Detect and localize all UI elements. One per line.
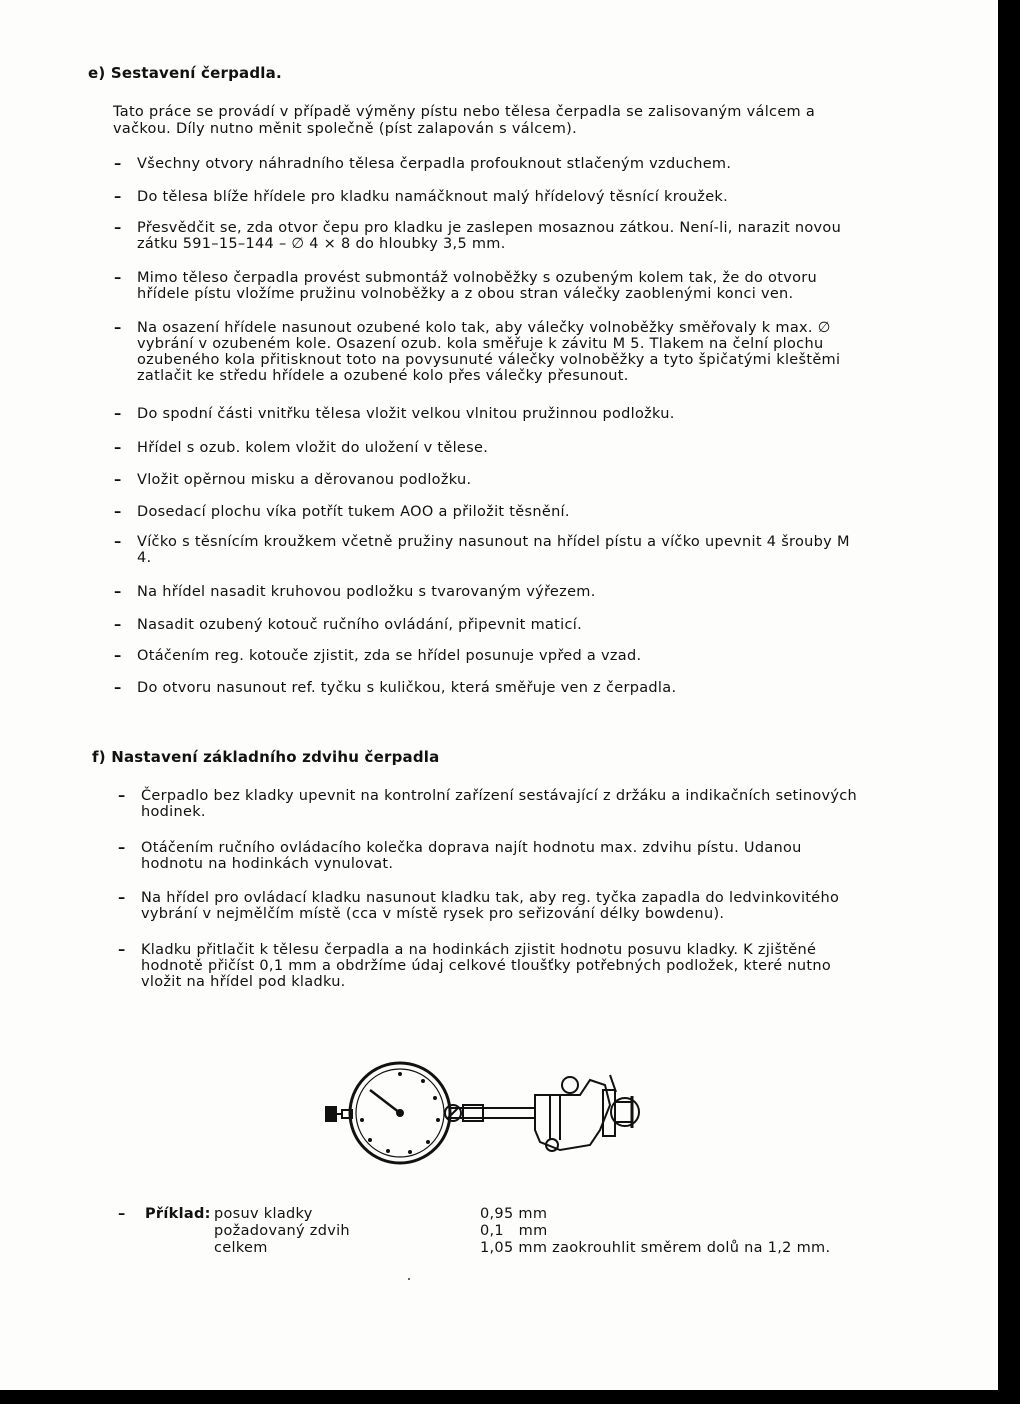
bullet-dash: – <box>114 270 122 286</box>
list-item: – Otáčením reg. kotouče zjistit, zda se hřídel posunuje vpřed a vzad. <box>114 648 642 664</box>
list-item: – Otáčením ručního ovládacího kolečka doprava najít hodnotu max. zdvihu pístu. Udanou hodnotu na hodinkách vynulovat. <box>118 840 802 872</box>
list-item: – Přesvědčit se, zda otvor čepu pro kladku je zaslepen mosaznou zátkou. Není-li, narazit novou zátku 591–15–144 – ∅ 4 × 8 do hloubky 3,5 mm. <box>114 220 842 252</box>
list-item: – Do otvoru nasunout ref. tyčku s kuličkou, která směřuje ven z čerpadla. <box>114 680 677 696</box>
bullet-dash: – <box>118 788 126 804</box>
list-item: – Nasadit ozubený kotouč ručního ovládání, připevnit maticí. <box>114 617 583 633</box>
example-names <box>214 1206 414 1257</box>
bullet-dash: – <box>114 406 122 422</box>
bullet-dash: – <box>114 504 122 520</box>
example-label: Příklad: <box>145 1206 211 1222</box>
list-item: – Dosedací plochu víka potřít tukem AOO a přiložit těsnění. <box>114 504 570 520</box>
bullet-dash: – <box>118 840 126 856</box>
list-item: – Všechny otvory náhradního tělesa čerpadla profouknout stlačeným vzduchem. <box>114 156 732 172</box>
list-item: – Na hřídel pro ovládací kladku nasunout kladku tak, aby reg. tyčka zapadla do ledvinkovitého vybrání v nejmělčím místě (cca v místě rysek pro seřizování délky bowdenu). <box>118 890 840 922</box>
section-e-intro: Tato práce se provádí v případě výměny pístu nebo tělesa čerpadla se zalisovaným válcem a vačkou. Díly nutno měnit společně (píst zalapován s válcem). <box>113 104 816 137</box>
example-name: celkem <box>214 1240 268 1256</box>
bullet-dash: – <box>114 584 122 600</box>
section-e-title: e) Sestavení čerpadla. <box>88 64 282 82</box>
bullet-dash: – <box>114 680 122 696</box>
bullet-dash: – <box>114 320 122 336</box>
scan-speck <box>408 1278 410 1280</box>
list-item: – Hřídel s ozub. kolem vložit do uložení v tělese. <box>114 440 489 456</box>
list-item: – Víčko s těsnícím kroužkem včetně pružiny nasunout na hřídel pístu a víčko upevnit 4 šrouby M 4. <box>114 534 850 566</box>
bullet-dash: – <box>114 156 122 172</box>
bullet-dash: – <box>114 220 122 236</box>
bullet-dash: – <box>114 472 122 488</box>
example-dash: – <box>118 1206 126 1222</box>
section-f-title: f) Nastavení základního zdvihu čerpadla <box>92 748 440 766</box>
bullet-dash: – <box>118 890 126 906</box>
bullet-dash: – <box>114 440 122 456</box>
bullet-dash: – <box>114 617 122 633</box>
example-value: 1,05 mm zaokrouhlit směrem dolů na 1,2 mm. <box>480 1240 831 1256</box>
example-name: požadovaný zdvih <box>214 1223 350 1239</box>
example-values <box>480 1206 880 1257</box>
list-item: – Mimo těleso čerpadla provést submontáž volnoběžky s ozubeným kolem tak, že do otvoru hřídele pístu vložíme pružinu volnoběžky a z obou stran válečky zaoblenými konci ven. <box>114 270 818 302</box>
list-item: – Čerpadlo bez kladky upevnit na kontrolní zařízení sestávající z držáku a indikačních setinových hodinek. <box>118 788 858 820</box>
bullet-dash: – <box>118 942 126 958</box>
list-item: – Do spodní části vnitřku tělesa vložit velkou vlnitou pružinnou podložku. <box>114 406 675 422</box>
example-name: posuv kladky <box>214 1206 313 1222</box>
bullet-dash: – <box>114 534 122 550</box>
list-item: – Na osazení hřídele nasunout ozubené kolo tak, aby válečky volnoběžky směřovaly k max. ∅ vybrání v ozubeném kole. Osazení ozub. kola směřuje k závitu M 5. Tlakem na čelní plochu ozubeného kola přitisknout toto na povysunuté válečky volnoběžky a tyto špičatými kleštěmi zatlačit ke středu hřídele a ozubené kolo přes válečky přesunout. <box>114 320 841 384</box>
list-item: – Vložit opěrnou misku a děrovanou podložku. <box>114 472 472 488</box>
bullet-dash: – <box>114 189 122 205</box>
dial-indicator-illustration <box>320 1050 650 1180</box>
list-item: – Na hřídel nasadit kruhovou podložku s tvarovaným výřezem. <box>114 584 596 600</box>
example-value: 0,95 mm <box>480 1206 548 1222</box>
list-item: – Kladku přitlačit k tělesu čerpadla a na hodinkách zjistit hodnotu posuvu kladky. K zjištěné hodnotě přičíst 0,1 mm a obdržíme údaj celkové tloušťky potřebných podložek, které nutno vložit na hřídel pod kladku. <box>118 942 832 990</box>
list-item: – Do tělesa blíže hřídele pro kladku namáčknout malý hřídelový těsnící kroužek. <box>114 189 729 205</box>
bullet-dash: – <box>114 648 122 664</box>
example-value: 0,1 mm <box>480 1223 548 1239</box>
